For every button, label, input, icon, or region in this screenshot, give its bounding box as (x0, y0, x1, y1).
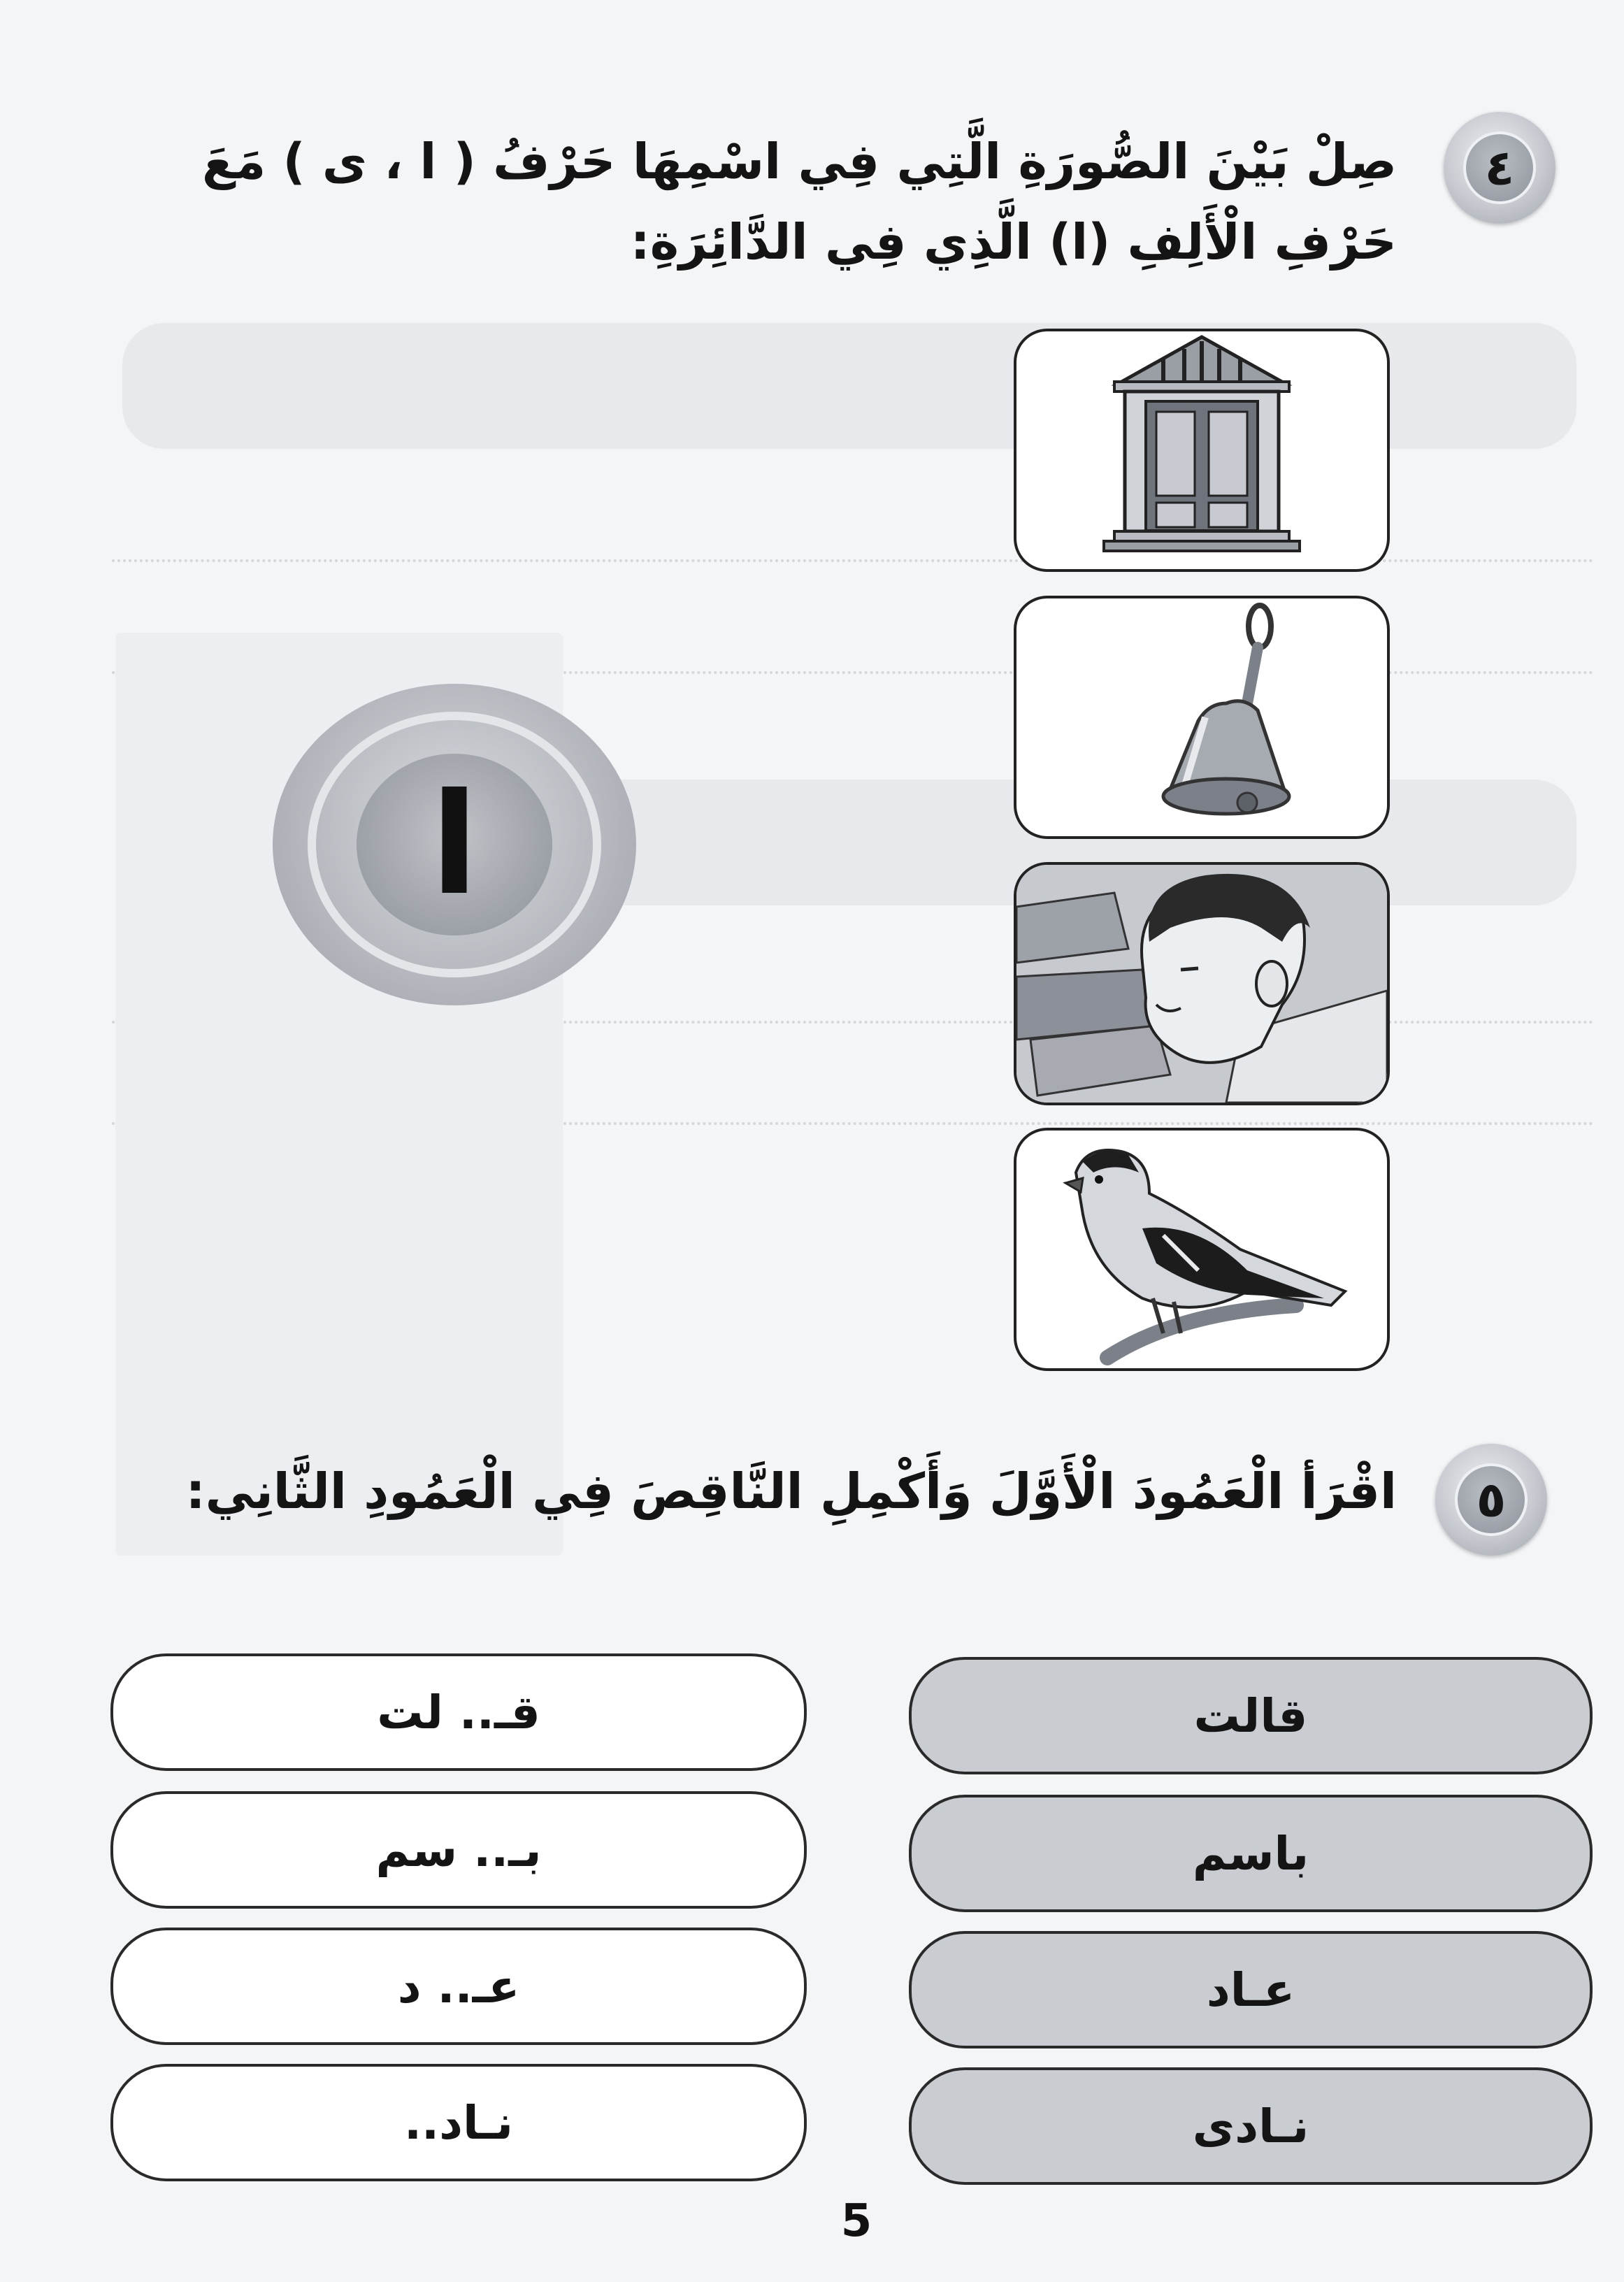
column-2-word-1[interactable]: قـ.. لت (110, 1653, 807, 1771)
alef-letter: ا (430, 763, 479, 926)
picture-card-bell[interactable] (1014, 596, 1390, 839)
picture-card-door[interactable] (1014, 329, 1390, 572)
exercise-4-number: ٤ (1463, 131, 1536, 204)
exercise-5-badge (1435, 1444, 1547, 1556)
column-1-word-4: نـادى (909, 2067, 1593, 2185)
bell-icon (1016, 598, 1387, 836)
column-1-word-2: باسم (909, 1795, 1593, 1912)
exercise-5-instruction: اقْرَأ الْعَمُودَ الْأَوَّلَ وَأَكْمِلِ النَّاقِصَ فِي الْعَمُودِ الثَّانِي: (185, 1463, 1397, 1520)
exercise-4-instruction-line-2: حَرْفِ الْأَلِفِ (ا) الَّذِي فِي الدَّائِرَةِ: (630, 213, 1397, 271)
column-2-word-2[interactable]: بـ.. سم (110, 1791, 807, 1909)
boy-icon (1016, 865, 1387, 1103)
exercise-4-badge (1444, 112, 1555, 224)
exercise-5-number: ٥ (1455, 1463, 1528, 1536)
picture-card-boy[interactable] (1014, 862, 1390, 1105)
column-2-word-3[interactable]: عـ.. د (110, 1928, 807, 2045)
exercise-4-instruction-line-1: صِلْ بَيْنَ الصُّورَةِ الَّتِي فِي اسْمِهَا حَرْفُ ( ا ، ى ) مَعَ (202, 133, 1397, 190)
bird-icon (1016, 1131, 1387, 1368)
page-number: 5 (840, 2195, 872, 2247)
door-icon (1016, 331, 1387, 569)
column-1-word-1: قالت (909, 1657, 1593, 1774)
column-2-word-4[interactable]: نـاد.. (110, 2064, 807, 2181)
column-1-word-3: عـاد (909, 1931, 1593, 2048)
picture-card-bird[interactable] (1014, 1128, 1390, 1371)
alef-target-circle[interactable] (273, 684, 636, 1005)
